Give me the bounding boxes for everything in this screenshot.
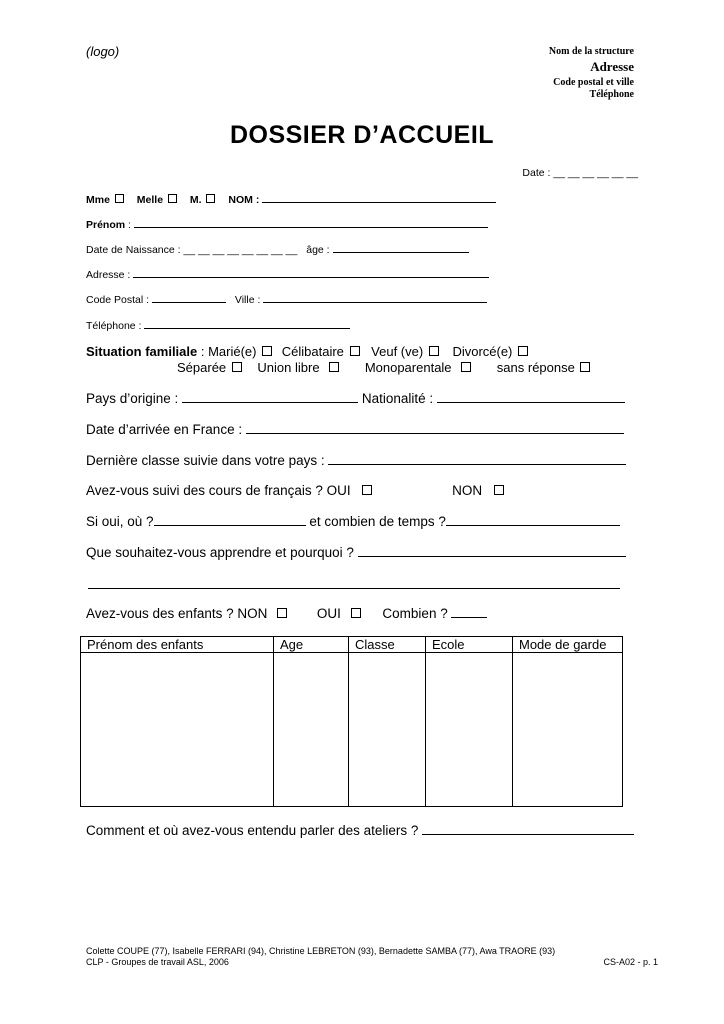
- french-non-checkbox[interactable]: [494, 485, 504, 495]
- m-label: M.: [189, 194, 202, 206]
- structure-postal-city: Code postal et ville: [553, 77, 634, 88]
- structure-phone: Téléphone: [589, 89, 634, 100]
- children-oui-label: OUI: [316, 606, 341, 621]
- footer-authors: Colette COUPE (77), Isabelle FERRARI (94), Christine LEBRETON (93), Bernadette SAMBA (77), Awa TRAORE (93): [86, 946, 556, 956]
- arrival-row: [86, 422, 624, 437]
- celibataire-checkbox[interactable]: [350, 346, 360, 356]
- cell-classe[interactable]: [349, 653, 426, 807]
- veuf-checkbox[interactable]: [429, 346, 439, 356]
- option-celibataire: Célibataire: [281, 344, 344, 359]
- french-courses-row: [86, 483, 506, 498]
- origin-label: Pays d’origine :: [86, 391, 179, 406]
- age-label: âge :: [306, 244, 330, 256]
- mme-checkbox[interactable]: [115, 194, 124, 203]
- melle-label: Melle: [136, 194, 164, 206]
- monoparentale-checkbox[interactable]: [461, 362, 471, 372]
- table-row: [81, 653, 623, 807]
- birth-row: [86, 244, 469, 256]
- footer-org: CLP - Groupes de travail ASL, 2006: [86, 957, 229, 967]
- option-monoparentale: Monoparentale: [364, 360, 452, 375]
- option-union-libre: Union libre: [257, 360, 320, 375]
- children-non-checkbox[interactable]: [277, 608, 287, 618]
- postal-row: [86, 294, 487, 306]
- where-field[interactable]: [154, 524, 306, 526]
- option-veuf: Veuf (ve): [371, 344, 424, 359]
- nationality-label: Nationalité :: [361, 391, 434, 406]
- situation-row-1: [86, 344, 530, 359]
- last-class-label: Dernière classe suivie dans votre pays :: [86, 453, 325, 468]
- age-field[interactable]: [333, 251, 469, 253]
- date-field: Date : __ __ __ __ __ __: [522, 167, 638, 179]
- heard-row: [86, 823, 634, 838]
- learn-label: Que souhaitez-vous apprendre et pourquoi ?: [86, 545, 354, 560]
- heard-field[interactable]: [422, 833, 634, 835]
- children-label: Avez-vous des enfants ? NON: [86, 606, 268, 621]
- postal-field[interactable]: [152, 301, 226, 303]
- prenom-colon: :: [125, 219, 131, 231]
- civility-row: [86, 194, 496, 206]
- address-label: Adresse :: [86, 269, 131, 281]
- cell-ecole[interactable]: [426, 653, 513, 807]
- learn-row: [86, 545, 626, 560]
- option-marie: Marié(e): [208, 344, 257, 359]
- structure-address: Adresse: [590, 59, 634, 74]
- col-age: Age: [274, 637, 349, 653]
- cell-age[interactable]: [274, 653, 349, 807]
- how-many-field[interactable]: [451, 616, 487, 618]
- col-prenom: Prénom des enfants: [81, 637, 274, 653]
- where-row: [86, 514, 620, 529]
- union-libre-checkbox[interactable]: [329, 362, 339, 372]
- logo-placeholder: (logo): [86, 44, 120, 59]
- prenom-field[interactable]: [134, 226, 488, 228]
- m-checkbox[interactable]: [206, 194, 215, 203]
- city-field[interactable]: [263, 301, 487, 303]
- footer-page-ref: CS-A02 - p. 1: [603, 957, 658, 967]
- birth-label: Date de Naissance : __ __ __ __ __ __ __ __: [86, 244, 298, 256]
- arrival-label: Date d’arrivée en France :: [86, 422, 243, 437]
- french-courses-label: Avez-vous suivi des cours de français ? OUI: [86, 483, 351, 498]
- phone-field[interactable]: [144, 327, 350, 329]
- arrival-field[interactable]: [246, 432, 624, 434]
- phone-label: Téléphone :: [86, 320, 142, 332]
- origin-row: [86, 391, 625, 406]
- how-many-label: Combien ?: [382, 606, 448, 621]
- col-classe: Classe: [349, 637, 426, 653]
- situation-row-2: [177, 360, 592, 375]
- col-ecole: Ecole: [426, 637, 513, 653]
- children-row: [86, 606, 487, 621]
- col-mode-garde: Mode de garde: [513, 637, 623, 653]
- page-title: DOSSIER D’ACCUEIL: [229, 121, 495, 149]
- prenom-row: [86, 219, 488, 231]
- origin-field[interactable]: [182, 401, 358, 403]
- cell-prenom[interactable]: [81, 653, 274, 807]
- french-oui-checkbox[interactable]: [362, 485, 372, 495]
- phone-row: [86, 320, 350, 332]
- prenom-label: Prénom: [86, 219, 126, 231]
- nom-field[interactable]: [262, 201, 496, 203]
- mme-label: Mme: [86, 194, 110, 206]
- divorce-checkbox[interactable]: [518, 346, 528, 356]
- structure-name: Nom de la structure: [548, 46, 634, 57]
- children-oui-checkbox[interactable]: [351, 608, 361, 618]
- how-long-field[interactable]: [446, 524, 620, 526]
- address-row: [86, 269, 489, 281]
- last-class-row: [86, 453, 626, 468]
- option-divorce: Divorcé(e): [452, 344, 513, 359]
- french-non-label: NON: [452, 483, 483, 498]
- postal-label: Code Postal :: [86, 294, 150, 306]
- table-header-row: [81, 637, 623, 653]
- learn-field-continued[interactable]: [88, 588, 620, 589]
- address-field[interactable]: [133, 276, 489, 278]
- nom-label: NOM :: [228, 194, 260, 206]
- heard-label: Comment et où avez-vous entendu parler des ateliers ?: [86, 823, 419, 838]
- option-separee: Séparée: [177, 360, 227, 375]
- option-sans-reponse: sans réponse: [496, 360, 575, 375]
- situation-colon: :: [197, 344, 209, 359]
- city-label: Ville :: [234, 294, 261, 306]
- situation-label: Situation familiale: [86, 344, 198, 359]
- sans-reponse-checkbox[interactable]: [580, 362, 590, 372]
- separee-checkbox[interactable]: [232, 362, 242, 372]
- nationality-field[interactable]: [437, 401, 625, 403]
- learn-field[interactable]: [358, 555, 626, 557]
- how-long-label: et combien de temps ?: [309, 514, 446, 529]
- where-label: Si oui, où ?: [86, 514, 154, 529]
- marie-checkbox[interactable]: [262, 346, 272, 356]
- last-class-field[interactable]: [328, 463, 626, 465]
- children-table: [80, 636, 623, 807]
- cell-mode-garde[interactable]: [513, 653, 623, 807]
- melle-checkbox[interactable]: [168, 194, 177, 203]
